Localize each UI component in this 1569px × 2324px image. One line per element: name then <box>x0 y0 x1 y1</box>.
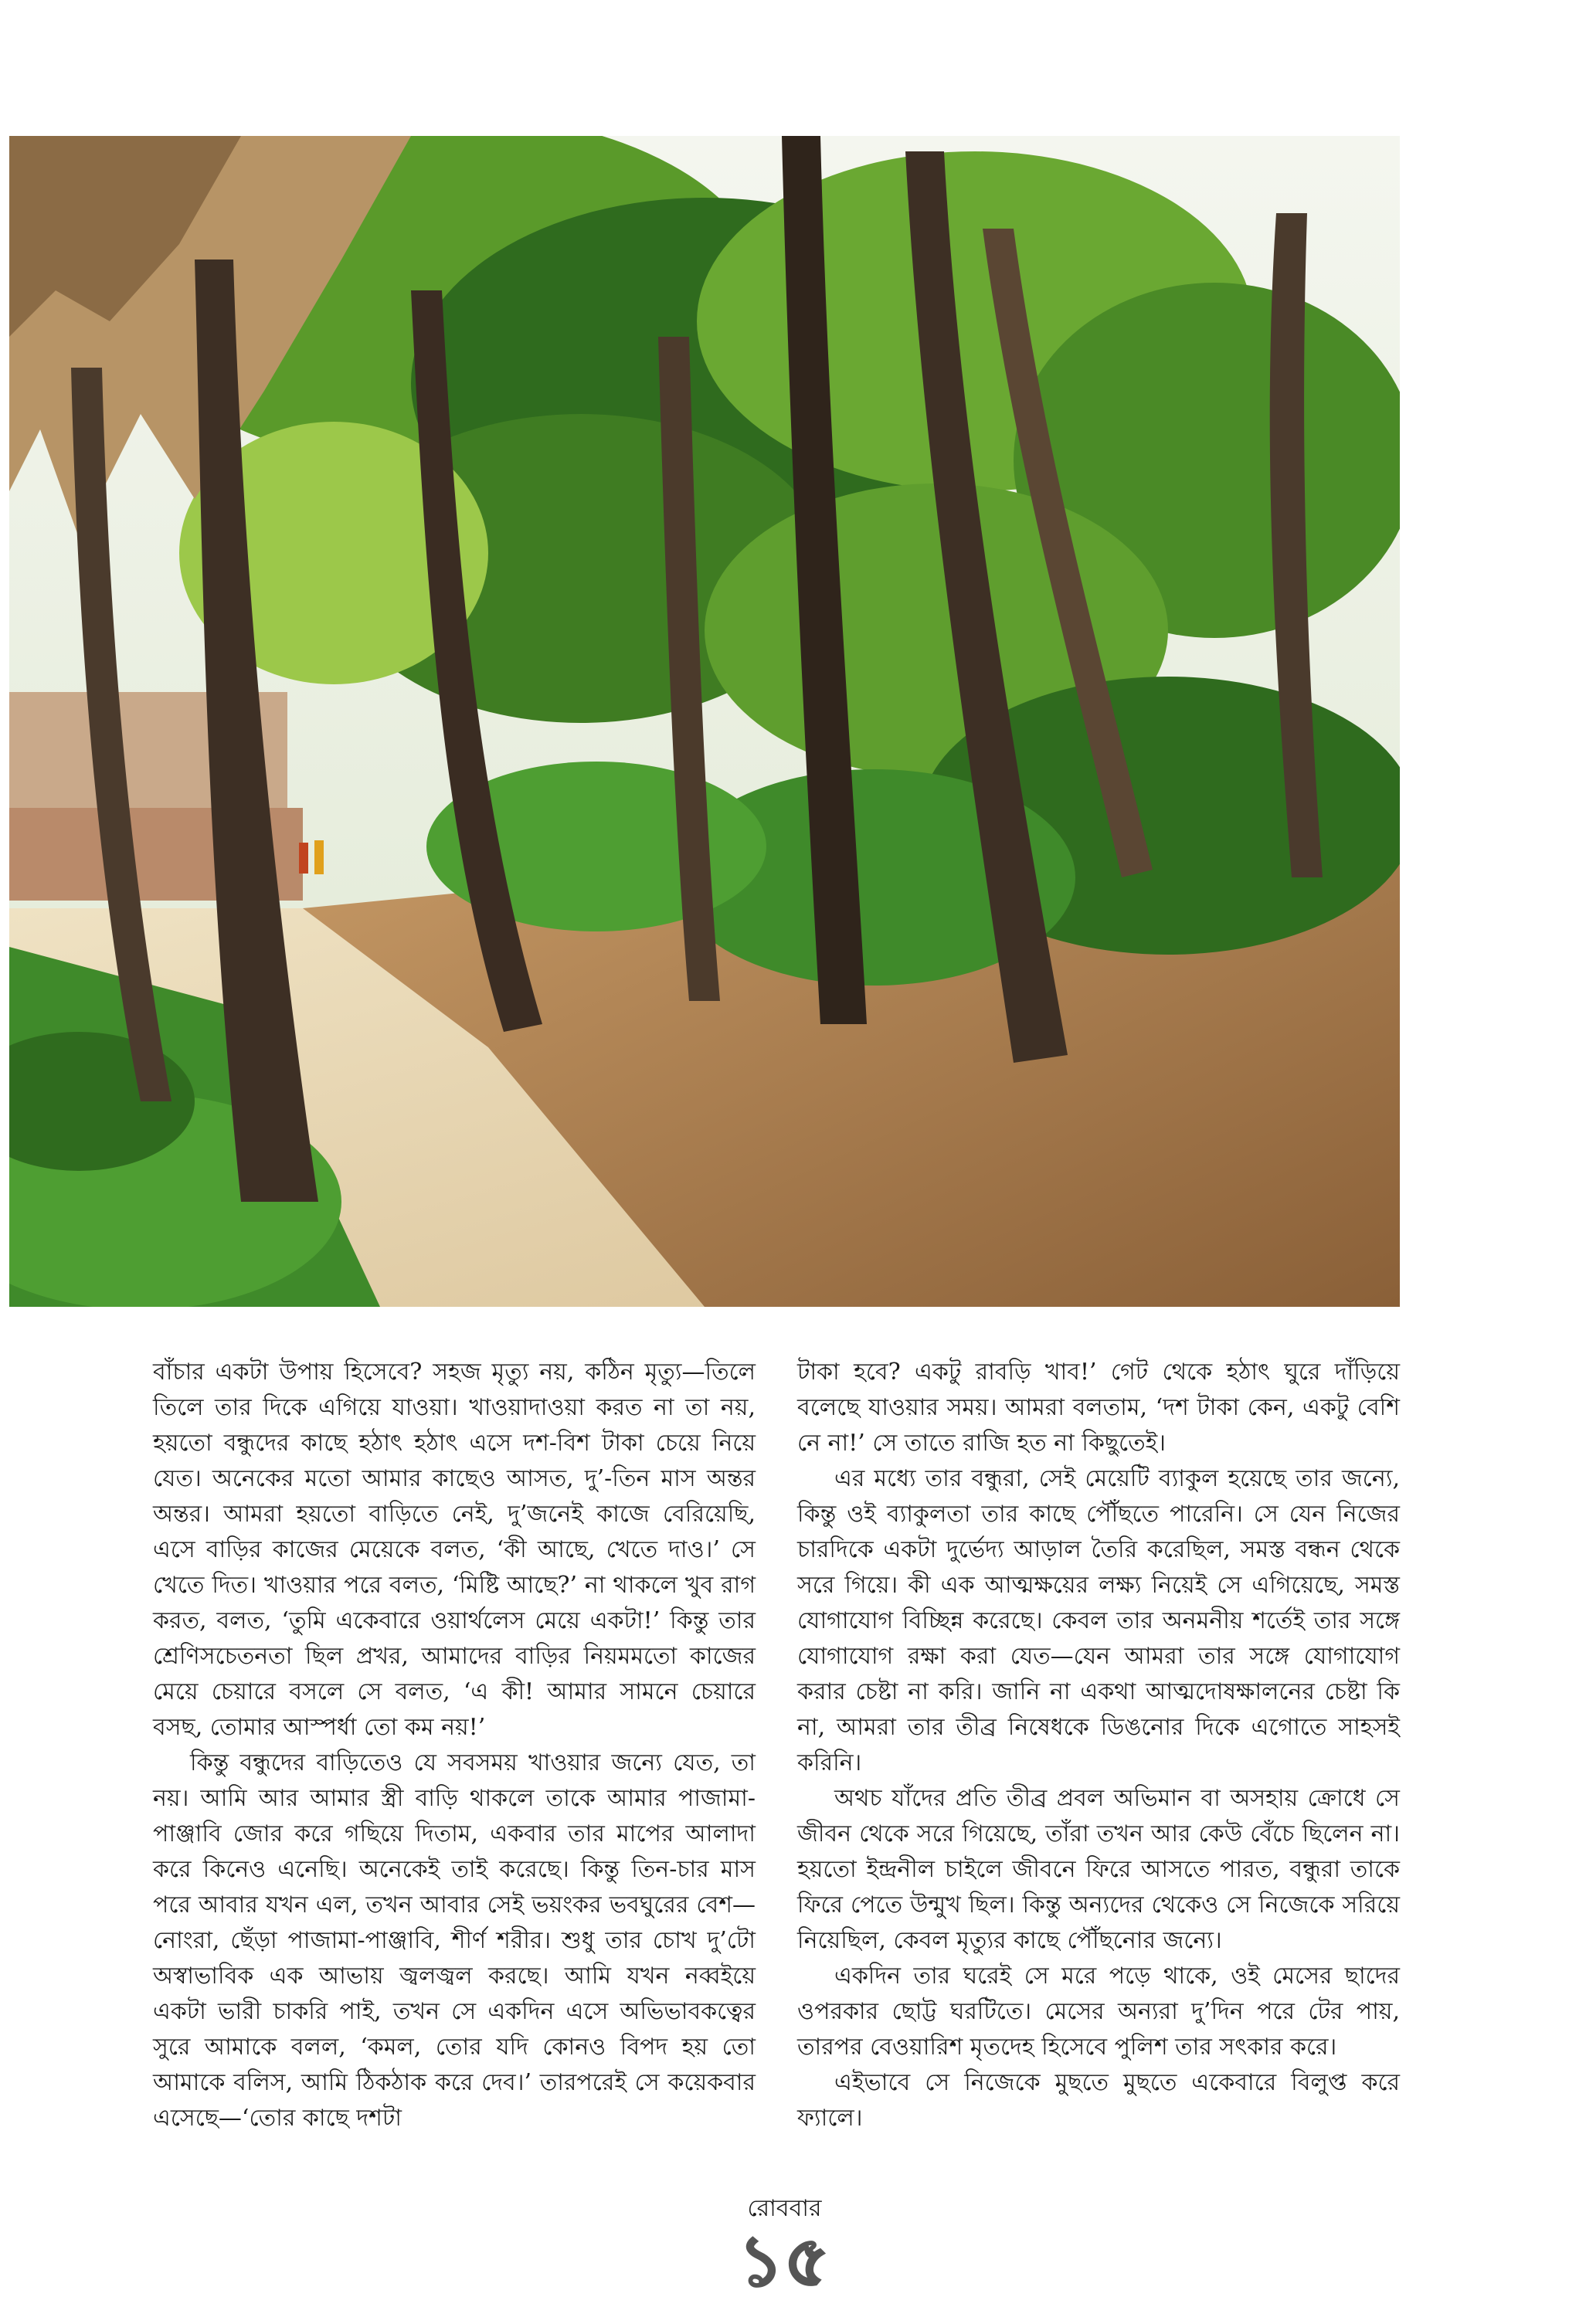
magazine-name: রোববার <box>747 2195 822 2222</box>
paragraph: এইভাবে সে নিজেকে মুছতে মুছতে একেবারে বিলুপ্ত করে ফ্যালে। <box>797 2069 1400 2132</box>
photo-illustration <box>9 136 1400 1307</box>
article-column-left <box>153 1355 756 2136</box>
paragraph: টাকা হবে? একটু রাবড়ি খাব!’ গেট থেকে হঠাৎ ঘুরে দাঁড়িয়ে বলেছে যাওয়ার সময়। আমরা বলতাম, ‘দশ টাকা কেন, একটু বেশি নে না!’ সে তাতে রাজি হত না কিছুতেই। <box>797 1359 1400 1457</box>
village-path-photo <box>9 136 1400 1307</box>
paragraph: বাঁচার একটা উপায় হিসেবে? সহজ মৃত্যু নয়, কঠিন মৃত্যু—তিলে তিলে তার দিকে এগিয়ে যাওয়া। খাওয়াদাওয়া করত না তা নয়, হয়তো বন্ধুদের কাছে হঠাৎ হঠাৎ এসে দশ-বিশ টাকা চেয়ে নিয়ে যেত। অনেকের মতো আমার কাছেও আসত, দু’-তিন মাস অন্তর অন্তর। আমরা হয়তো বাড়িতে নেই, দু’জনেই কাজে বেরিয়েছি, এসে বাড়ির কাজের মেয়েকে বলত, ‘কী আছে, খেতে দাও।’ সে খেতে দিত। খাওয়ার পরে বলত, ‘মিষ্টি আছে?’ না থাকলে খুব রাগ করত, বলত, ‘তুমি একেবারে ওয়ার্থলেস মেয়ে একটা!’ কিন্তু তার শ্রেণিসচেতনতা ছিল প্রখর, আমাদের বাড়ির নিয়মমতো কাজের মেয়ে চেয়ারে বসলে সে বলত, ‘এ কী! আমার সামনে চেয়ারে বসছ, তোমার আস্পর্ধা তো কম নয়!’ <box>153 1359 756 1741</box>
paragraph: এর মধ্যে তার বন্ধুরা, সেই মেয়েটি ব্যাকুল হয়েছে তার জন্যে, কিন্তু ওই ব্যাকুলতা তার কাছে পৌঁছতে পারেনি। সে যেন নিজের চারদিকে একটা দুর্ভেদ্য আড়াল তৈরি করেছিল, সমস্ত বন্ধন থেকে সরে গিয়ে। কী এক আত্মক্ষয়ের লক্ষ্য নিয়েই সে এগিয়েছে, সমস্ত যোগাযোগ বিচ্ছিন্ন করেছে। কেবল তার অনমনীয় শর্তেই তার সঙ্গে যোগাযোগ রক্ষা করা যেত—যেন আমরা তার সঙ্গে যোগাযোগ করার চেষ্টা না করি। জানি না একথা আত্মদোষক্ষালনের চেষ্টা কি না, আমরা তার তীব্র নিষেধকে ডিঙনোর দিকে এগোতে সাহসই করিনি। <box>797 1465 1400 1776</box>
article-column-right <box>797 1355 1400 2136</box>
paragraph: কিন্তু বন্ধুদের বাড়িতেও যে সবসময় খাওয়ার জন্যে যেত, তা নয়। আমি আর আমার স্ত্রী বাড়ি থাকলে তাকে আমার পাজামা-পাঞ্জাবি জোর করে গছিয়ে দিতাম, একবার তার মাপের আলাদা করে কিনেও এনেছি। অনেকেই তাই করেছে। কিন্তু তিন-চার মাস পরে আবার যখন এল, তখন আবার সেই ভয়ংকর ভবঘুরের বেশ—নোংরা, ছেঁড়া পাজামা-পাঞ্জাবি, শীর্ণ শরীর। শুধু তার চোখ দু’টো অস্বাভাবিক এক আভায় জ্বলজ্বল করছে। আমি যখন নব্বইয়ে একটা ভারী চাকরি পাই, তখন সে একদিন এসে অভিভাবকত্বের সুরে আমাকে বলল, ‘কমল, তোর যদি কোনও বিপদ হয় তো আমাকে বলিস, আমি ঠিকঠাক করে দেব।’ তারপরেই সে কয়েকবার এসেছে—‘তোর কাছে দশটা <box>153 1749 756 2132</box>
page-number: ১৫ <box>739 2221 830 2301</box>
page-footer <box>0 2193 1569 2299</box>
paragraph: অথচ যাঁদের প্রতি তীব্র প্রবল অভিমান বা অসহায় ক্রোধে সে জীবন থেকে সরে গিয়েছে, তাঁরা তখন আর কেউ বেঁচে ছিলেন না। হয়তো ইন্দ্রনীল চাইলে জীবনে ফিরে আসতে পারত, বন্ধুরা তাকে ফিরে পেতে উন্মুখ ছিল। কিন্তু অন্যদের থেকেও সে নিজেকে সরিয়ে নিয়েছিল, কেবল মৃত্যুর কাছে পৌঁছনোর জন্যে। <box>797 1785 1400 1954</box>
paragraph: একদিন তার ঘরেই সে মরে পড়ে থাকে, ওই মেসের ছাদের ওপরকার ছোট্ট ঘরটিতে। মেসের অন্যরা দু’দিন পরে টের পায়, তারপর বেওয়ারিশ মৃতদেহ হিসেবে পুলিশ তার সৎকার করে। <box>797 1963 1400 2061</box>
